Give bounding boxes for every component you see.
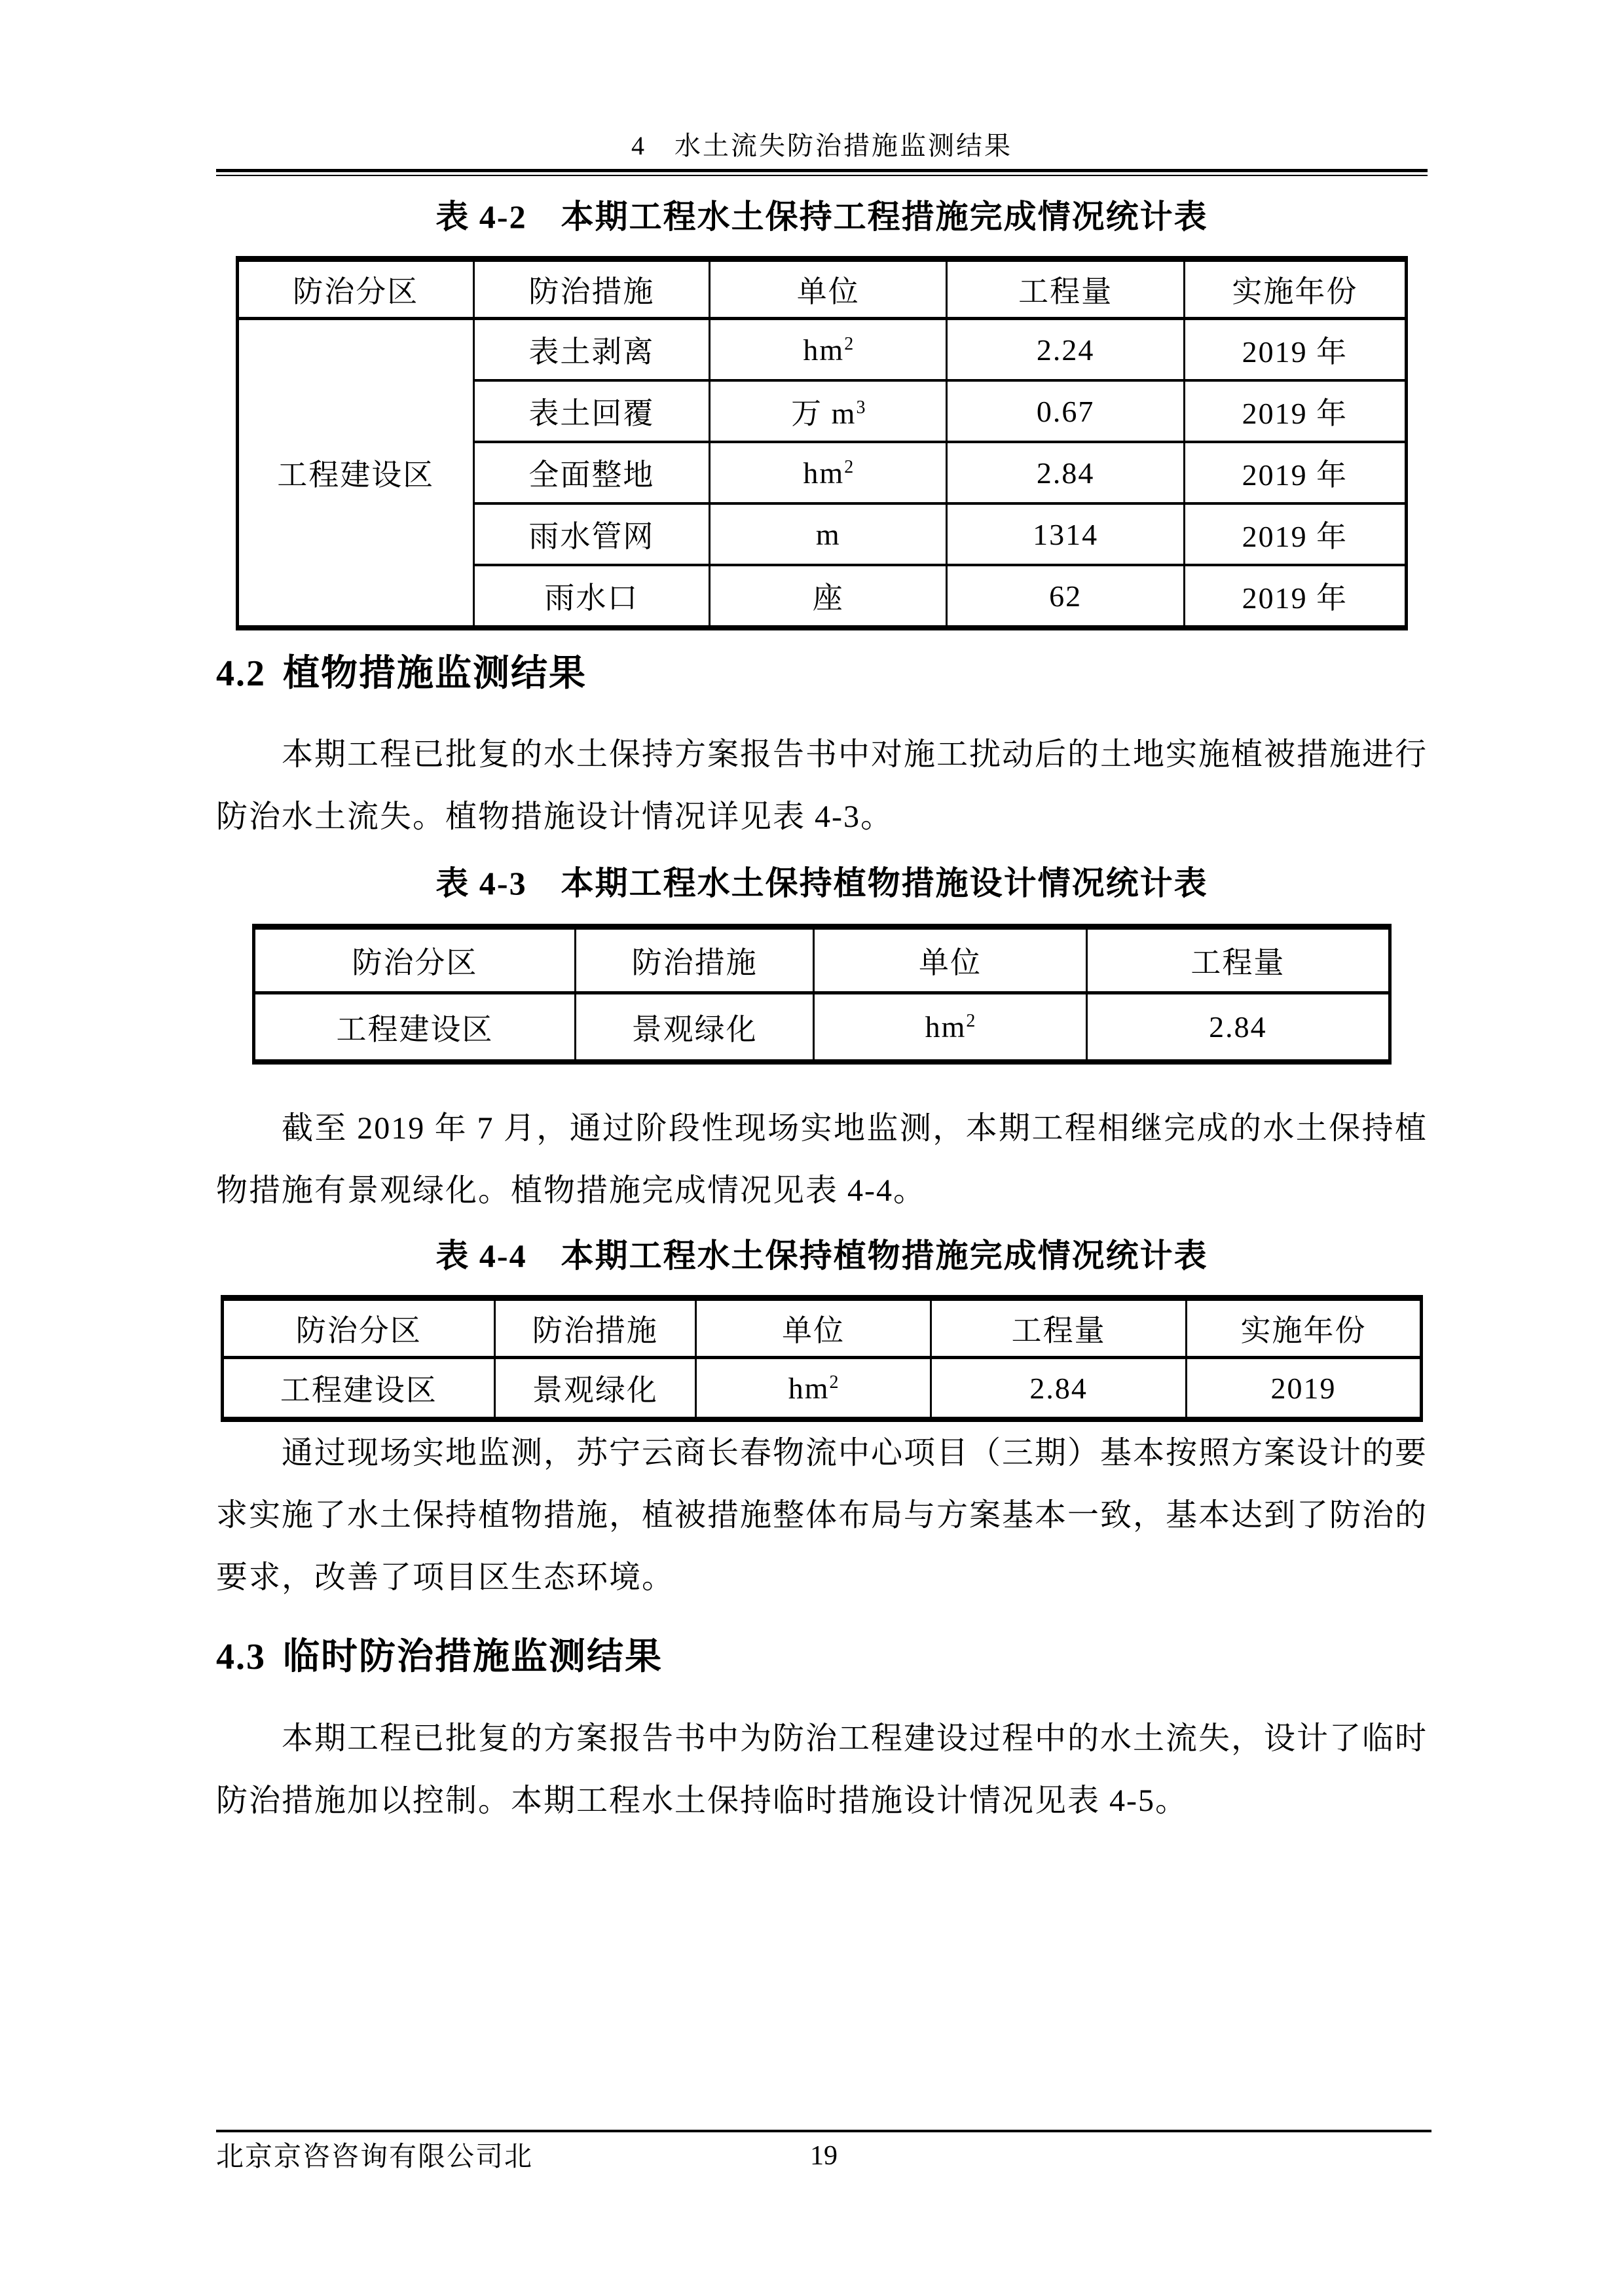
cell-quantity: 62 [947, 565, 1184, 628]
table-4-2-body [238, 319, 1407, 629]
section-title: 临时防治措施监测结果 [283, 1637, 663, 1678]
table-4-4-body [223, 1358, 1422, 1420]
table-4-3-header [254, 927, 1390, 993]
table-header-row [223, 1298, 1422, 1358]
unit-superscript: 2 [966, 1011, 976, 1032]
col-header-unit: 单位 [710, 259, 947, 319]
col-header-quantity: 工程量 [947, 259, 1184, 319]
unit-base: hm [803, 456, 845, 490]
cell-year: 2019 年 [1184, 442, 1406, 503]
unit-base: 座 [812, 581, 844, 615]
col-header-quantity: 工程量 [1086, 927, 1390, 993]
cell-year: 2019 年 [1184, 503, 1406, 565]
col-header-year: 实施年份 [1187, 1298, 1422, 1358]
col-header-zone: 防治分区 [254, 927, 576, 993]
cell-measure: 景观绿化 [576, 993, 814, 1063]
table-header-row [254, 927, 1390, 993]
cell-quantity: 2.84 [947, 442, 1184, 503]
table-4-3-body [254, 993, 1390, 1063]
table-4-4-title: 表 4-4 本期工程水土保持植物措施完成情况统计表 [435, 1237, 1208, 1275]
cell-zone: 工程建设区 [254, 993, 576, 1063]
col-header-year: 实施年份 [1184, 259, 1406, 319]
cell-quantity: 1314 [947, 503, 1184, 565]
cell-zone: 工程建设区 [223, 1358, 495, 1420]
section-number: 4.2 [216, 653, 266, 694]
footer-page-number: 19 [810, 2141, 838, 2171]
unit-base: m [815, 517, 841, 551]
col-header-unit: 单位 [696, 1298, 931, 1358]
cell-unit [710, 380, 947, 442]
unit-base: 万 m [791, 397, 857, 430]
table-row [254, 993, 1390, 1063]
cell-year: 2019 年 [1184, 380, 1406, 442]
unit-superscript: 2 [844, 456, 854, 477]
chapter-header-text: 4 水土流失防治措施监测结果 [631, 131, 1012, 160]
cell-measure: 全面整地 [473, 442, 710, 503]
table-4-3-title: 表 4-3 本期工程水土保持植物措施设计情况统计表 [435, 865, 1208, 902]
section-heading-4-2 [216, 654, 1428, 693]
table-4-3 [252, 924, 1392, 1065]
cell-unit [710, 319, 947, 381]
cell-quantity: 2.24 [947, 319, 1184, 381]
running-header [216, 0, 1428, 160]
unit-superscript: 3 [856, 397, 866, 418]
header-rule [216, 169, 1428, 176]
col-header-measure: 防治措施 [576, 927, 814, 993]
cell-measure: 景观绿化 [494, 1358, 696, 1420]
cell-unit [710, 503, 947, 565]
cell-unit [696, 1358, 931, 1420]
unit-base: hm [803, 333, 845, 367]
cell-measure: 表土回覆 [473, 380, 710, 442]
table-4-4 [221, 1295, 1423, 1422]
cell-quantity: 0.67 [947, 380, 1184, 442]
cell-quantity: 2.84 [1086, 993, 1390, 1063]
table-4-2-header [238, 259, 1407, 319]
section-title: 植物措施监测结果 [283, 653, 587, 694]
cell-unit [710, 442, 947, 503]
cell-measure: 雨水口 [473, 565, 710, 628]
col-header-quantity: 工程量 [931, 1298, 1187, 1358]
paragraph: 通过现场实地监测，苏宁云商长春物流中心项目（三期）基本按照方案设计的要求实施了水土保持植物措施，植被措施整体布局与方案基本一致，基本达到了防治的要求，改善了项目区生态环境。 [216, 1436, 1428, 1595]
paragraph: 本期工程已批复的方案报告书中为防治工程建设过程中的水土流失，设计了临时防治措施加以控制。本期工程水土保持临时措施设计情况见表 4-5。 [216, 1721, 1428, 1818]
col-header-zone: 防治分区 [223, 1298, 495, 1358]
col-header-zone: 防治分区 [238, 259, 474, 319]
section-number: 4.3 [216, 1637, 266, 1678]
unit-superscript: 2 [829, 1372, 839, 1393]
footer-company-name: 北京京咨咨询有限公司北 [216, 2142, 534, 2172]
unit-base: hm [788, 1371, 830, 1405]
col-header-measure: 防治措施 [494, 1298, 696, 1358]
paragraph: 本期工程已批复的水土保持方案报告书中对施工扰动后的土地实施植被措施进行防治水土流失。植物措施设计情况详见表 4-3。 [216, 737, 1428, 835]
unit-base: hm [925, 1010, 967, 1044]
col-header-measure: 防治措施 [473, 259, 710, 319]
cell-measure: 雨水管网 [473, 503, 710, 565]
unit-superscript: 2 [844, 333, 854, 354]
cell-unit [710, 565, 947, 628]
table-4-2-title: 表 4-2 本期工程水土保持工程措施完成情况统计表 [435, 198, 1208, 235]
table-4-4-header [223, 1298, 1422, 1358]
cell-year: 2019 年 [1184, 319, 1406, 381]
cell-unit [814, 993, 1086, 1063]
table-4-2 [236, 256, 1408, 630]
page-footer [216, 2130, 1431, 2172]
cell-measure: 表土剥离 [473, 319, 710, 381]
table-row [238, 319, 1407, 381]
cell-zone-merged: 工程建设区 [238, 319, 474, 629]
table-header-row [238, 259, 1407, 319]
cell-quantity: 2.84 [931, 1358, 1187, 1420]
col-header-unit: 单位 [814, 927, 1086, 993]
paragraph: 截至 2019 年 7 月，通过阶段性现场实地监测，本期工程相继完成的水土保持植物措施有景观绿化。植物措施完成情况见表 4-4。 [216, 1111, 1428, 1209]
cell-year: 2019 年 [1184, 565, 1406, 628]
section-heading-4-3 [216, 1637, 1428, 1677]
cell-year: 2019 [1187, 1358, 1422, 1420]
table-row [223, 1358, 1422, 1420]
